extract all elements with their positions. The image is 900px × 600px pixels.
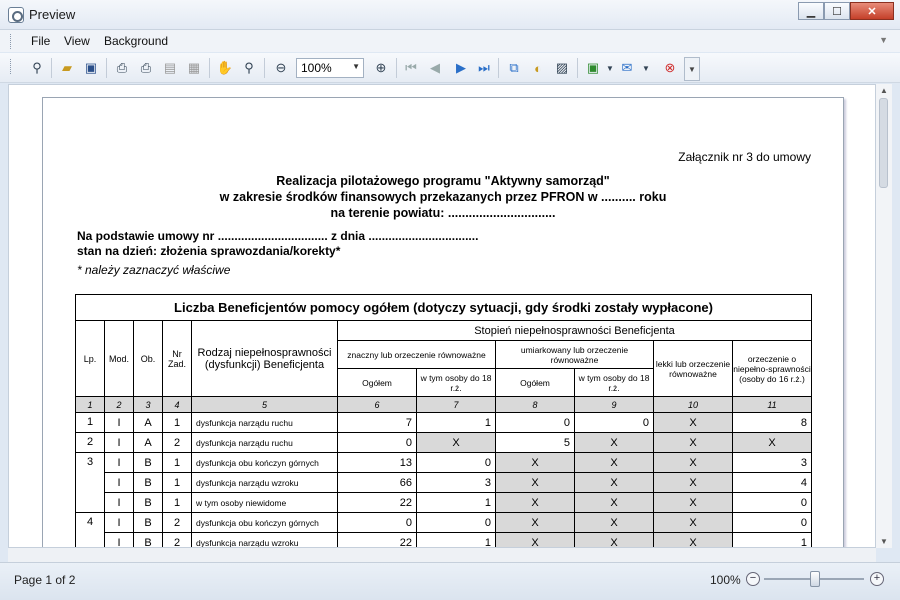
cell-ob: B <box>134 473 163 493</box>
chevron-down-icon[interactable]: ▼ <box>352 62 360 71</box>
zoom-slider-thumb[interactable] <box>810 571 820 587</box>
cell-c10: X <box>654 493 733 513</box>
toolbar-separator <box>577 58 578 78</box>
cell-c7: 3 <box>417 473 496 493</box>
cell-c9: X <box>575 473 654 493</box>
footnote: * należy zaznaczyć właściwe <box>77 263 231 277</box>
document-title-line2: w zakresie środków finansowych przekazanych przez PFRON w .......... roku <box>219 190 667 204</box>
col-header-orzeczenie: orzeczenie o niepełno-sprawności (osoby do 16 r.ż.) <box>733 341 812 397</box>
column-number: 4 <box>163 397 192 413</box>
cell-c8: X <box>496 513 575 533</box>
cell-c7: X <box>417 433 496 453</box>
cell-dysfunkcja: dysfunkcja obu kończyn górnych <box>192 513 338 533</box>
cell-nr-zad: 2 <box>163 533 192 549</box>
cell-c9: X <box>575 493 654 513</box>
cell-dysfunkcja: w tym osoby niewidome <box>192 493 338 513</box>
toolbar-separator <box>498 58 499 78</box>
scrollbar-thumb[interactable] <box>879 98 888 188</box>
cell-c10: X <box>654 473 733 493</box>
cell-dysfunkcja: dysfunkcja narządu wzroku <box>192 473 338 493</box>
cell-c8: X <box>496 493 575 513</box>
column-number: 6 <box>338 397 417 413</box>
window-title: Preview <box>29 7 76 22</box>
col-header-ogolem: Ogółem <box>338 369 417 397</box>
menu-background[interactable]: Background <box>104 34 169 48</box>
cell-c7: 0 <box>417 453 496 473</box>
table-caption: Liczba Beneficjentów pomocy ogółem (dotyczy sytuacji, gdy środki zostały wypłacone) <box>76 295 812 321</box>
cell-ob: B <box>134 453 163 473</box>
table-row <box>76 413 812 433</box>
cell-c7: 1 <box>417 533 496 549</box>
table-row <box>76 473 812 493</box>
cell-nr-zad: 1 <box>163 493 192 513</box>
cell-c8: X <box>496 473 575 493</box>
scroll-down-icon[interactable]: ▼ <box>880 537 888 546</box>
col-header-stopien: Stopień niepełnosprawności Beneficjenta <box>338 321 812 341</box>
cell-c10: X <box>654 433 733 453</box>
annex-label: Załącznik nr 3 do umowy <box>678 150 811 164</box>
column-numbers-row <box>76 397 812 413</box>
cell-mod: I <box>105 433 134 453</box>
cell-ob: A <box>134 413 163 433</box>
cell-nr-zad: 1 <box>163 453 192 473</box>
toolbar <box>0 53 900 83</box>
cell-c9: 0 <box>575 413 654 433</box>
next-page-icon[interactable]: ▶ <box>456 60 466 75</box>
cell-lp: 1 <box>76 413 105 433</box>
cell-c10: X <box>654 453 733 473</box>
table-body <box>76 413 812 549</box>
print-icon[interactable]: ⎙ <box>140 60 152 75</box>
hand-icon[interactable]: ✋ <box>216 60 234 75</box>
cell-lp: 4 <box>76 513 105 549</box>
column-number: 1 <box>76 397 105 413</box>
cell-mod: I <box>105 473 134 493</box>
toolbar-separator <box>264 58 265 78</box>
cell-mod: I <box>105 453 134 473</box>
cell-c8: 0 <box>496 413 575 433</box>
last-page-icon[interactable]: ⏭ <box>478 60 490 75</box>
page-color-icon[interactable]: ◐ <box>534 60 542 76</box>
zoom-out-icon[interactable]: ⊖ <box>275 60 287 75</box>
cell-nr-zad: 2 <box>163 433 192 453</box>
zoom-in-icon[interactable]: ⊕ <box>375 60 387 75</box>
cell-c9: X <box>575 513 654 533</box>
col-header-znaczny: znaczny lub orzeczenie równoważne <box>338 341 496 369</box>
close-button[interactable]: ✕ <box>850 2 894 20</box>
open-folder-icon[interactable]: ▰ <box>62 60 72 75</box>
cell-c11: 1 <box>733 533 812 549</box>
maximize-button[interactable]: ☐ <box>824 2 850 20</box>
page-layout-icon[interactable]: ⧉ <box>509 60 519 75</box>
column-number: 3 <box>134 397 163 413</box>
cell-mod: I <box>105 413 134 433</box>
col-header-nr-zad: Nr Zad. <box>163 321 192 397</box>
window-controls <box>798 2 894 20</box>
cell-c9: X <box>575 433 654 453</box>
column-number: 5 <box>192 397 338 413</box>
document-title-line3: na terenie powiatu: ............................... <box>330 206 556 220</box>
table-row <box>76 533 812 549</box>
table-row <box>76 493 812 513</box>
zoom-percentage: 100% <box>710 573 741 587</box>
cell-lp: 2 <box>76 433 105 453</box>
cell-ob: A <box>134 433 163 453</box>
cell-c6: 66 <box>338 473 417 493</box>
cell-c11: 0 <box>733 493 812 513</box>
col-header-umiarkowany: umiarkowany lub orzeczenie równoważne <box>496 341 654 369</box>
cell-ob: B <box>134 533 163 549</box>
table-row <box>76 453 812 473</box>
cell-c7: 1 <box>417 413 496 433</box>
column-number: 10 <box>654 397 733 413</box>
status-bar <box>0 562 900 600</box>
cell-c10: X <box>654 513 733 533</box>
document-page <box>42 97 844 548</box>
cell-c6: 22 <box>338 533 417 549</box>
cell-dysfunkcja: dysfunkcja obu kończyn górnych <box>192 453 338 473</box>
cell-c6: 22 <box>338 493 417 513</box>
agreement-info: Na podstawie umowy nr ................................. z dnia ................................. <box>77 229 479 243</box>
email-icon[interactable]: ✉ <box>621 60 633 75</box>
prev-page-icon[interactable]: ◀ <box>430 60 440 75</box>
column-number: 7 <box>417 397 496 413</box>
col-header-ogolem: Ogółem <box>496 369 575 397</box>
minimize-button[interactable]: ▁ <box>798 2 824 20</box>
close-doc-icon[interactable]: ⊗ <box>664 60 676 75</box>
cell-c11: 4 <box>733 473 812 493</box>
page-background-icon[interactable]: ▨ <box>555 60 569 75</box>
zoom-select[interactable] <box>296 58 364 78</box>
table-row <box>76 433 812 453</box>
cell-c10: X <box>654 413 733 433</box>
toolbar-separator <box>106 58 107 78</box>
print-setup-icon[interactable]: ⎙ <box>116 60 128 75</box>
cell-c11: X <box>733 433 812 453</box>
page-info: Page 1 of 2 <box>14 573 76 587</box>
cell-c9: X <box>575 533 654 549</box>
cell-c6: 7 <box>338 413 417 433</box>
cell-ob: B <box>134 513 163 533</box>
zoom-select-value: 100% <box>301 61 332 75</box>
cell-mod: I <box>105 533 134 549</box>
cell-mod: I <box>105 493 134 513</box>
zoom-minus-button[interactable]: − <box>746 572 760 586</box>
cell-c7: 1 <box>417 493 496 513</box>
col-header-ob: Ob. <box>134 321 163 397</box>
table-row <box>76 513 812 533</box>
export-icon[interactable]: ▤ <box>163 60 177 75</box>
col-header-lekki: lekki lub orzeczenie równoważne <box>654 341 733 397</box>
col-header-w-tym: w tym osoby do 18 r.ż. <box>575 369 654 397</box>
binoculars-icon[interactable]: ⚲ <box>32 60 42 75</box>
menu-grip <box>10 34 13 49</box>
cell-mod: I <box>105 513 134 533</box>
preview-viewport <box>8 84 876 548</box>
document-title-line1: Realizacja pilotażowego programu "Aktywny samorząd" <box>276 174 610 188</box>
cell-c9: X <box>575 453 654 473</box>
menu-overflow-icon[interactable]: ▼ <box>879 35 888 45</box>
cell-c6: 13 <box>338 453 417 473</box>
vertical-scrollbar[interactable] <box>876 84 892 548</box>
cell-nr-zad: 1 <box>163 413 192 433</box>
toolbar-separator <box>51 58 52 78</box>
watermark-icon[interactable]: ▦ <box>187 60 201 75</box>
column-number: 11 <box>733 397 812 413</box>
cell-dysfunkcja: dysfunkcja narządu wzroku <box>192 533 338 549</box>
magnifier-icon[interactable]: ⚲ <box>244 60 254 75</box>
column-number: 9 <box>575 397 654 413</box>
first-page-icon[interactable]: ⏮ <box>405 60 417 75</box>
cell-lp: 3 <box>76 453 105 513</box>
cell-c10: X <box>654 533 733 549</box>
column-number: 2 <box>105 397 134 413</box>
col-header-w-tym: w tym osoby do 18 r.ż. <box>417 369 496 397</box>
save-icon[interactable]: ▣ <box>84 60 98 75</box>
cell-dysfunkcja: dysfunkcja narządu ruchu <box>192 413 338 433</box>
menu-view[interactable]: View <box>64 34 90 48</box>
cell-c7: 0 <box>417 513 496 533</box>
title-bar <box>0 0 900 30</box>
col-header-mod: Mod. <box>105 321 134 397</box>
col-header-rodzaj: Rodzaj niepełnosprawności (dysfunkcji) Beneficjenta <box>192 321 338 397</box>
column-number: 8 <box>496 397 575 413</box>
export-doc-icon[interactable]: ▣ <box>586 60 600 75</box>
chevron-down-icon[interactable]: ▼ <box>642 63 650 73</box>
zoom-plus-button[interactable]: + <box>870 572 884 586</box>
cell-c11: 8 <box>733 413 812 433</box>
cell-c6: 0 <box>338 433 417 453</box>
toolbar-grip <box>10 59 13 74</box>
toolbar-separator <box>396 58 397 78</box>
horizontal-scrollbar[interactable] <box>8 548 876 562</box>
app-icon <box>8 7 24 23</box>
cell-c11: 0 <box>733 513 812 533</box>
cell-c8: X <box>496 453 575 473</box>
toolbar-overflow-icon[interactable]: ▼ <box>684 57 700 81</box>
status-date-info: stan na dzień: złożenia sprawozdania/korekty* <box>77 244 341 258</box>
chevron-down-icon[interactable]: ▼ <box>606 63 614 73</box>
cell-nr-zad: 2 <box>163 513 192 533</box>
menu-file[interactable]: File <box>31 34 51 48</box>
beneficiaries-table <box>75 294 812 548</box>
cell-c8: X <box>496 533 575 549</box>
toolbar-separator <box>209 58 210 78</box>
scroll-up-icon[interactable]: ▲ <box>880 86 888 95</box>
cell-ob: B <box>134 493 163 513</box>
cell-c6: 0 <box>338 513 417 533</box>
cell-c8: 5 <box>496 433 575 453</box>
cell-c11: 3 <box>733 453 812 473</box>
col-header-lp: Lp. <box>76 321 105 397</box>
cell-dysfunkcja: dysfunkcja narządu ruchu <box>192 433 338 453</box>
menu-bar <box>0 30 900 52</box>
cell-nr-zad: 1 <box>163 473 192 493</box>
